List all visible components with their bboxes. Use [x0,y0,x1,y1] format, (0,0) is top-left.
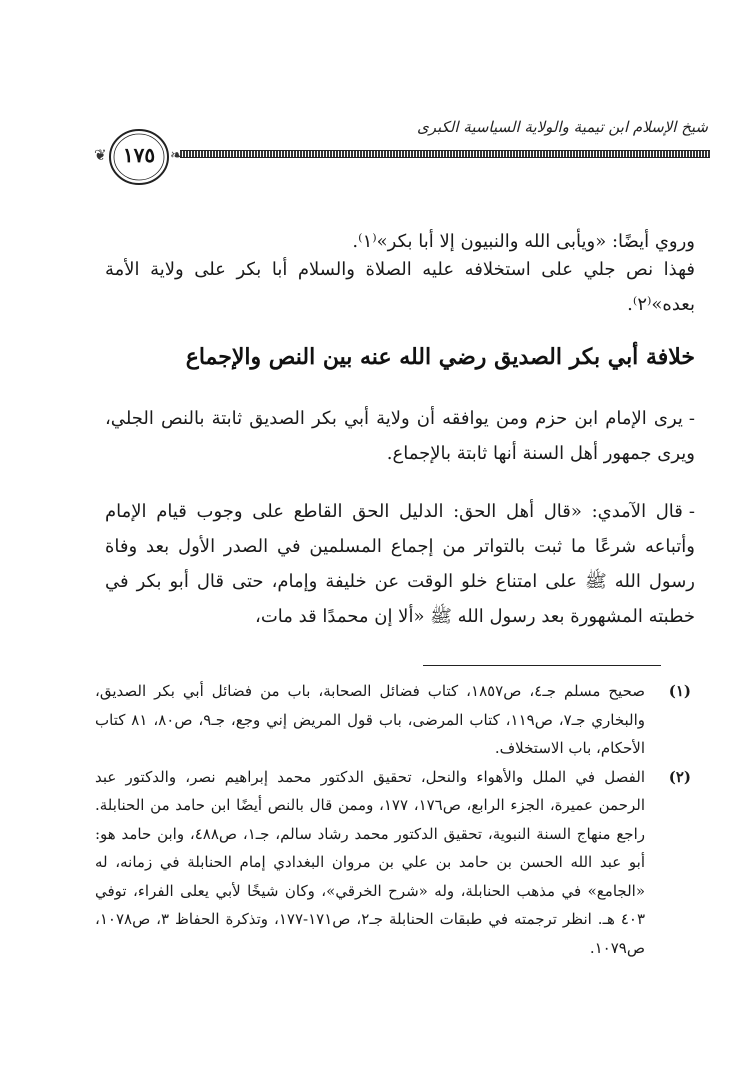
footnote-1 [95,677,695,763]
paragraph-2: فهذا نص جلي على استخلافه عليه الصلاة والسلام أبا بكر على ولاية الأمة بعده»⁽٢⁾. [105,259,695,315]
header-ornament-left-icon: ❦ [94,146,107,164]
paragraph-3 [105,401,695,471]
section-heading: خلافة أبي بكر الصديق رضي الله عنه بين النص والإجماع [185,344,695,370]
footnote-text: صحيح مسلم جـ٤، ص١٨٥٧، كتاب فضائل الصحابة، باب من فضائل أبي بكر الصديق، والبخاري جـ٧، ص١١٩، كتاب المرضى، باب قول المريض إني وجع، جـ٩، ص٨٠، ٨١ كتاب الأحكام، باب الاستخلاف. [95,682,646,757]
footnote-text: الفصل في الملل والأهواء والنحل، تحقيق الدكتور محمد إبراهيم نصر، والدكتور عبد الرحمن عميرة، الجزء الرابع، ص١٧٦، ١٧٧، وممن قال بالنص أيضًا ابن حامد من الحنابلة. راجع منهاج السنة النبوية، تحقيق الدكتور محمد رشاد سالم، جـ١، ص٤٨٨، وابن حامد هو: أبو عبد الله الحسن بن حامد بن علي بن مروان البغدادي إمام الحنابلة في زمانه، له «الجامع» في مذهب الحنابلة، وله «شرح الخرقي»، وكان شيخًا لأبي يعلى الفراء، توفي ٤٠٣ هـ. انظر ترجمته في طبقات الحنابلة جـ٢، ص١٧١-١٧٧، وتذكرة الحفاظ ٣، ص١٠٧٨، ص١٠٧٩. [95,767,646,957]
paragraph-4-text: قال الآمدي: «قال أهل الحق: الدليل الحق القاطع على وجوب قيام الإمام وأتباعه شرعًا ما ثبت بالتواتر من إجماع المسلمين في الصدر الأول بعد وفاة رسول الله ﷺ على امتناع خلو الوقت عن خليفة وإمام، حتى قال أبو بكر في خطبته المشهورة بعد رسول الله ﷺ «ألا إن محمدًا قد مات، [105,501,695,627]
paragraph-3-text: يرى الإمام ابن حزم ومن يوافقه أن ولاية أبي بكر الصديق ثابتة بالنص الجلي، ويرى جمهور أهل السنة أنها ثابتة بالإجماع. [105,408,695,464]
page-number-badge [107,127,171,187]
running-title: شيخ الإسلام ابن تيمية والولاية السياسية الكبرى [416,118,708,136]
page-number: ١٧٥ [122,143,156,167]
paragraph-1: وروي أيضًا: «ويأبى الله والنبيون إلا أبا بكر»⁽١⁾. [352,231,695,252]
paragraph-4 [105,494,695,634]
header-rule [180,150,710,158]
footnote-divider [423,665,661,666]
footnote-2 [95,763,695,963]
footnotes [95,677,695,962]
footnote-number: (١) [668,682,691,700]
bullet-dash: - [688,501,695,522]
header-ornament-right-icon: ❧ [170,146,183,164]
footnote-number: (٢) [668,767,691,786]
bullet-dash: - [688,408,695,429]
